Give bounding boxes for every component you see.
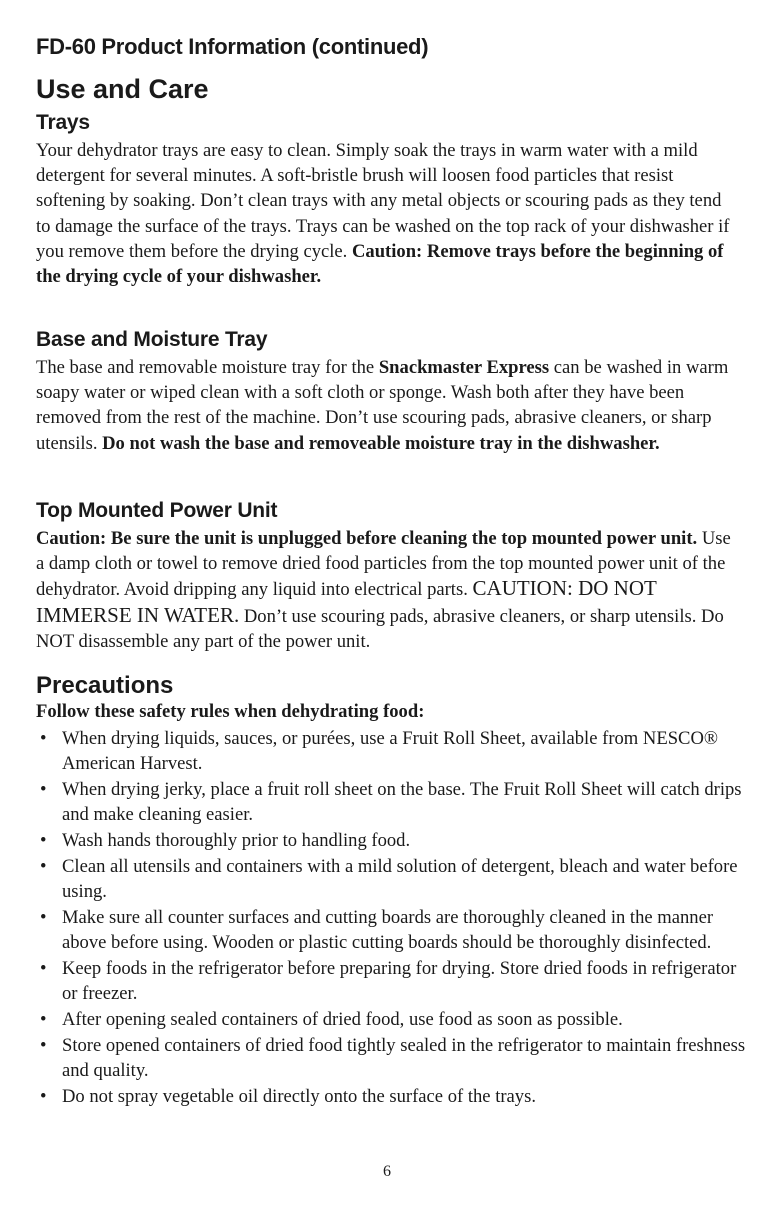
list-item: • After opening sealed containers of dried food, use food as soon as possible. xyxy=(36,1007,746,1032)
trays-caution: Caution: Remove trays before the beginning of the drying cycle of your dishwasher. xyxy=(36,240,724,288)
power-unit-caution-caps: CAUTION: DO NOT IMMERSE IN WATER. xyxy=(36,576,657,627)
trays-text: Your dehydrator trays are easy to clean. Simply soak the trays in warm water with a mild detergent for several minutes. A soft-bristle brush will loosen food particles that resist softening by soaking. Don’t clean trays with any metal objects or scouring pads as they tend to damage the surface of the trays. Trays can be washed on the top rack of your dishwasher if you remove them before the drying cycle. xyxy=(36,140,730,262)
base-paragraph xyxy=(36,355,740,456)
power-unit-heading: Top Mounted Power Unit xyxy=(36,499,278,522)
list-item: • Keep foods in the refrigerator before preparing for drying. Store dried foods in refrigerator or freezer. xyxy=(36,956,746,1006)
list-item: • When drying liquids, sauces, or purées, use a Fruit Roll Sheet, available from NESCO® American Harvest. xyxy=(36,726,746,776)
base-heading: Base and Moisture Tray xyxy=(36,328,268,351)
power-unit-text-2: Don’t use scouring pads, abrasive cleaners, or sharp utensils. Do NOT disassemble any part of the power unit. xyxy=(36,605,724,652)
list-item: • Clean all utensils and containers with a mild solution of detergent, bleach and water before using. xyxy=(36,854,746,904)
list-item: • Store opened containers of dried food tightly sealed in the refrigerator to maintain freshness and quality. xyxy=(36,1033,746,1083)
product-name: Snackmaster Express xyxy=(378,357,550,378)
precautions-heading: Precautions xyxy=(36,672,174,699)
precautions-list xyxy=(36,726,746,1110)
trays-paragraph xyxy=(36,138,740,289)
trays-heading: Trays xyxy=(36,111,90,134)
list-item: • Wash hands thoroughly prior to handling food. xyxy=(36,828,746,853)
list-item: • Make sure all counter surfaces and cutting boards are thoroughly cleaned in the manner above before using. Wooden or plastic cutting boards should be thoroughly disinfected. xyxy=(36,905,746,955)
page-number: 6 xyxy=(383,1163,391,1180)
power-unit-caution: Caution: Be sure the unit is unplugged before cleaning the top mounted power unit. xyxy=(36,528,698,549)
power-unit-paragraph xyxy=(36,526,740,654)
base-text-2: can be washed in warm soapy water or wiped clean with a soft cloth or sponge. Wash both after they have been removed from the rest of the machine. Don’t use scouring pads, abrasive cleaners, or sharp utensils. xyxy=(36,357,729,454)
base-warning: Do not wash the base and removeable moisture tray in the dishwasher. xyxy=(102,432,660,454)
page-header: FD-60 Product Information (continued) xyxy=(36,34,429,59)
list-item: • Do not spray vegetable oil directly onto the surface of the trays. xyxy=(36,1084,746,1109)
section-title: Use and Care xyxy=(36,74,209,104)
precautions-intro: Follow these safety rules when dehydrating food: xyxy=(36,701,425,722)
power-unit-text-1: Use a damp cloth or towel to remove dried food particles from the top mounted power unit of the dehydrator. Avoid dripping any liquid into electrical parts. xyxy=(36,528,731,601)
list-item: • When drying jerky, place a fruit roll sheet on the base. The Fruit Roll Sheet will catch drips and make cleaning easier. xyxy=(36,777,746,827)
base-text-1: The base and removable moisture tray for the xyxy=(36,357,375,378)
